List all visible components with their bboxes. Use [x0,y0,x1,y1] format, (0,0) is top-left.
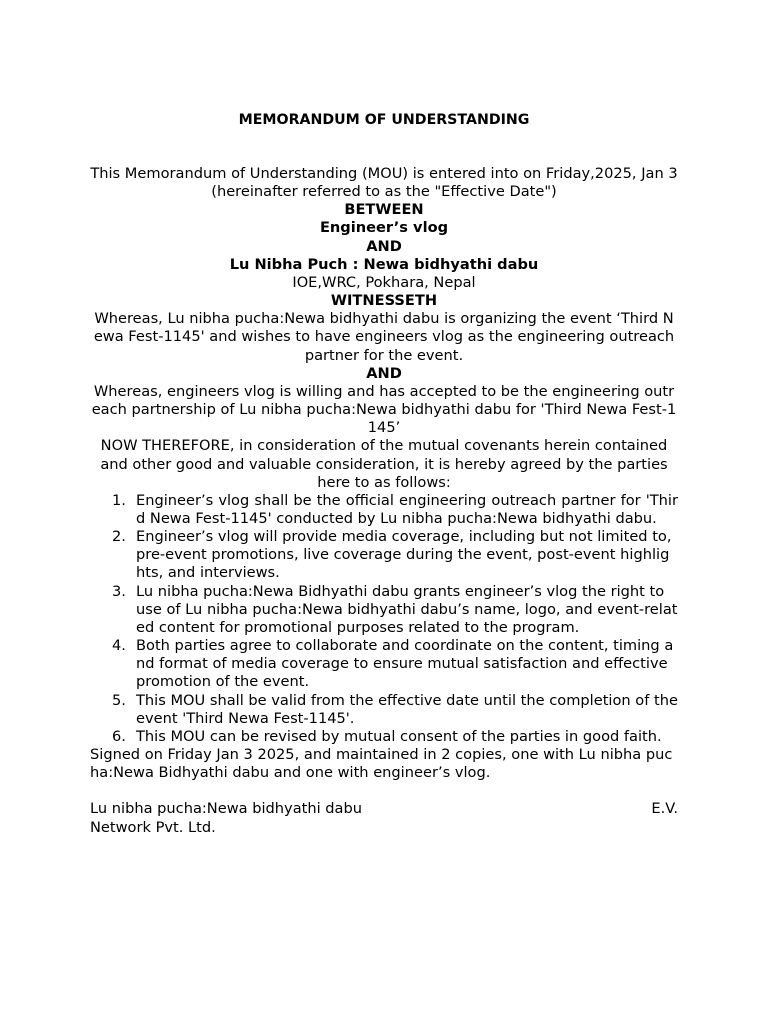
list-item [90,528,678,582]
clause-text: This MOU shall be valid from the effective date until the completion of the event 'Third Newa Fest-1145'. [136,691,678,727]
witnesseth-heading: WITNESSETH [330,292,438,310]
clause-list [90,492,678,746]
clause-number: 3. [112,582,126,600]
signature-row [90,800,678,818]
whereas-paragraph-2: Whereas, engineers vlog is willing and has accepted to be the engineering outreach partnership of Lu nibha pucha:Newa bidhyathi dabu for 'Third Newa Fest-1145’ [91,382,677,437]
list-item [90,637,678,691]
list-item [90,492,678,528]
signature-spacer [90,782,678,800]
clause-number: 5. [112,691,126,709]
party-two-name: Lu Nibha Puch : Newa bidhyathi dabu [229,255,539,273]
document-body [90,165,678,837]
party-one-name: Engineer’s vlog [319,219,449,237]
clause-number: 4. [112,637,126,655]
and-heading-1: AND [366,237,402,255]
clause-text: Lu nibha pucha:Newa Bidhyathi dabu grants engineer’s vlog the right to use of Lu nibha pucha:Newa bidhyathi dabu’s name, logo, and event-related content for promotional purposes related to the program. [136,582,678,636]
clause-text: Both parties agree to collaborate and coordinate on the content, timing and format of media coverage to ensure mutual satisfaction and effective promotion of the event. [136,637,674,691]
clause-text: Engineer’s vlog will provide media coverage, including but not limited to, pre-event promotions, live coverage during the event, post-event highlights, and interviews. [136,528,672,582]
and-heading-2: AND [366,364,402,382]
clause-number: 6. [112,727,126,745]
list-item [90,692,678,728]
party-two-address: IOE,WRC, Pokhara, Nepal [292,273,476,291]
signatory-right-continued: Network Pvt. Ltd. [90,818,216,836]
list-item [90,728,678,746]
document-title: MEMORANDUM OF UNDERSTANDING [238,112,530,128]
signed-paragraph: Signed on Friday Jan 3 2025, and maintained in 2 copies, one with Lu nibha pucha:Newa Bidhyathi dabu and one with engineer’s vlog. [90,746,673,782]
between-heading: BETWEEN [344,201,424,219]
clause-text: This MOU can be revised by mutual consent of the parties in good faith. [136,727,662,745]
now-therefore-paragraph: NOW THEREFORE, in consideration of the mutual covenants herein contained and other good and valuable consideration, it is hereby agreed by the parties here to as follows: [100,437,668,491]
signatory-right: E.V. [651,800,678,818]
signatory-left: Lu nibha pucha:Newa bidhyathi dabu [90,800,363,818]
whereas-paragraph-1: Whereas, Lu nibha pucha:Newa bidhyathi dabu is organizing the event ‘Third Newa Fest-1145' and wishes to have engineers vlog as the engineering outreach partner for the event. [93,310,675,364]
clause-number: 1. [112,491,126,509]
clause-text: Engineer’s vlog shall be the official engineering outreach partner for 'Third Newa Fest-1145' conducted by Lu nibha pucha:Newa bidhyathi dabu. [136,491,678,527]
clause-number: 2. [112,528,126,546]
intro-paragraph: This Memorandum of Understanding (MOU) is entered into on Friday,2025, Jan 3 (hereinafter referred to as the "Effective Date") [90,165,678,201]
list-item [90,583,678,637]
